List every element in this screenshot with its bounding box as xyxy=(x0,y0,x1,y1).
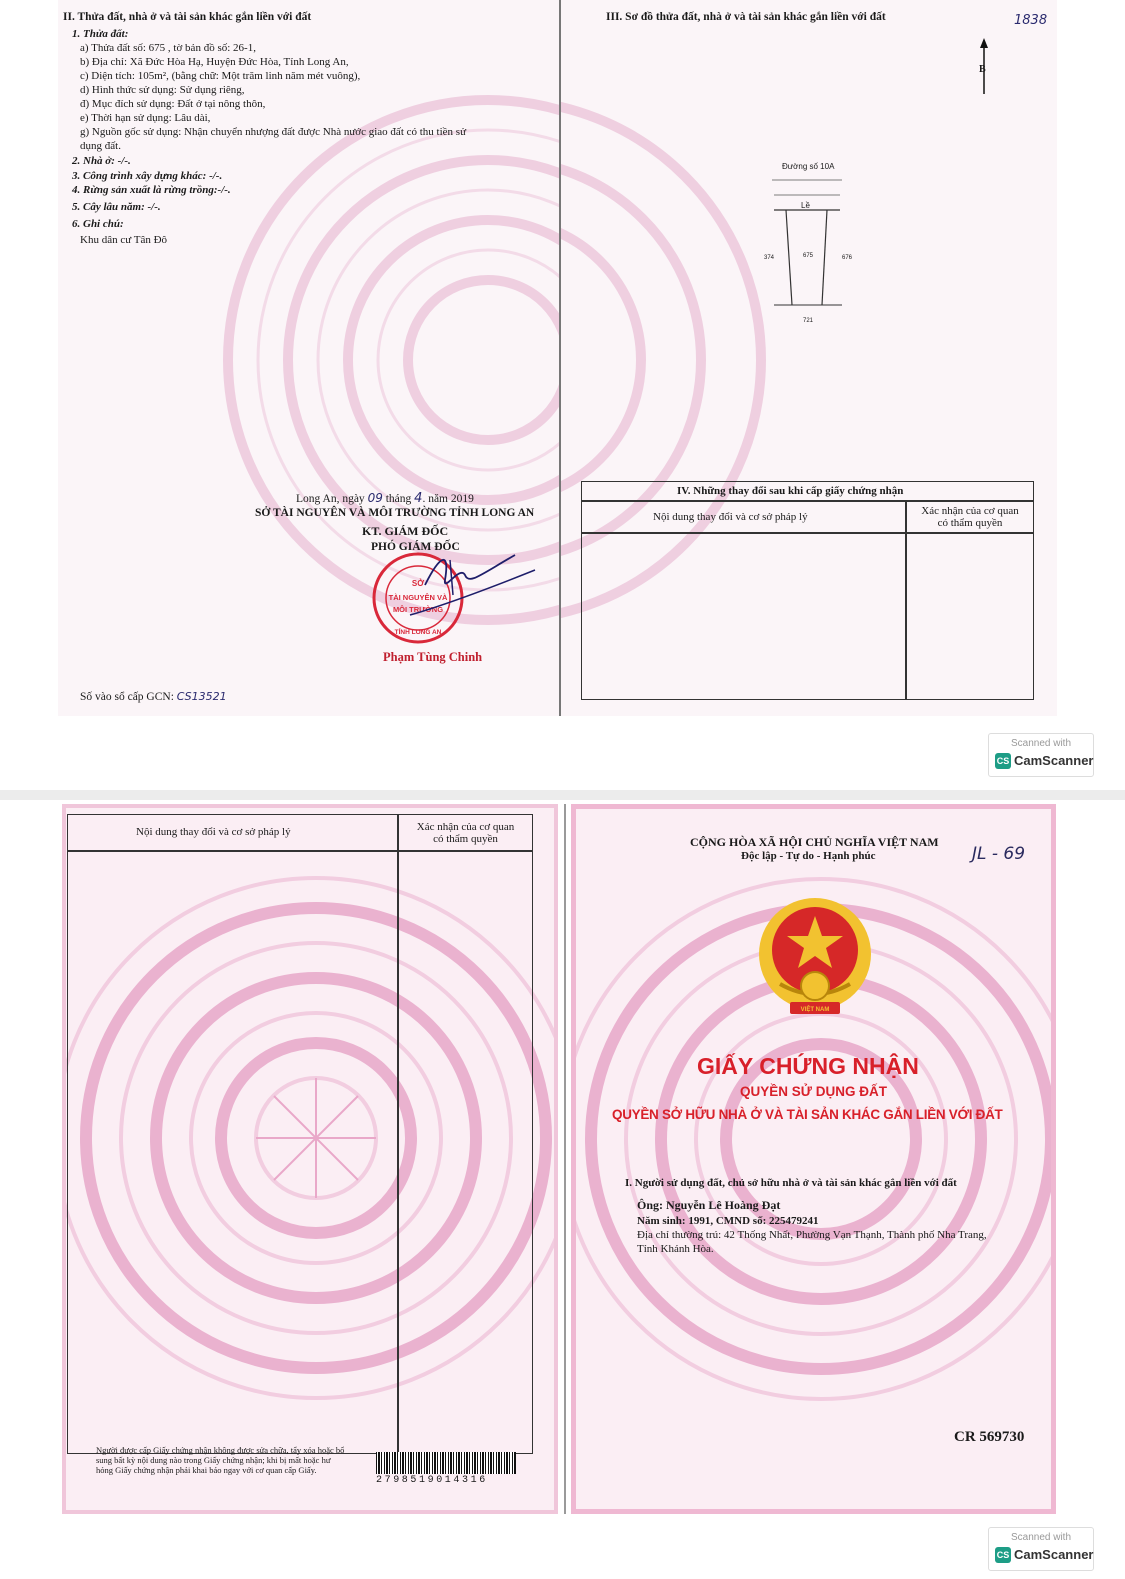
warning-line: hỏng Giấy chứng nhận phải khai báo ngay với cơ quan cấp Giấy. xyxy=(96,1465,317,1475)
item-line: 4. Rừng sản xuất là rừng trồng:-/-. xyxy=(72,184,231,196)
owner-address-line2: Tỉnh Khánh Hòa. xyxy=(637,1243,714,1255)
warning-line: sung bất kỳ nội dung nào trong Giấy chứng nhận; khi bị mất hoặc hư xyxy=(96,1455,331,1465)
certificate-title: GIẤY CHỨNG NHẬN xyxy=(697,1053,919,1079)
owner-name: Ông: Nguyễn Lê Hoàng Đạt xyxy=(637,1198,781,1212)
camscanner-name: CamScanner xyxy=(1014,1547,1094,1562)
table-divider xyxy=(67,850,533,852)
page-spine xyxy=(564,804,566,1514)
date-year: . năm 2019 xyxy=(422,493,474,505)
warning-text xyxy=(96,1445,344,1475)
changes-title: IV. Những thay đổi sau khi cấp giấy chứng nhận xyxy=(677,485,904,497)
owner-address-line1: Địa chỉ thường trú: 42 Thống Nhất, Phường Vạn Thạnh, Thành phố Nha Trang, xyxy=(637,1229,987,1241)
land-line: đ) Mục đích sử dụng: Đất ở tại nông thôn, xyxy=(80,98,266,110)
country-name: CỘNG HÒA XÃ HỘI CHỦ NGHĨA VIỆT NAM xyxy=(690,835,939,849)
camscanner-logo-icon: CS xyxy=(995,753,1011,769)
date-month-word: tháng xyxy=(385,493,412,505)
parcel-diagram xyxy=(772,175,852,325)
parcel-label: 374 xyxy=(764,255,775,261)
date-day: 09 xyxy=(367,491,383,505)
register-line xyxy=(80,690,227,704)
camscanner-badge xyxy=(988,1527,1094,1571)
svg-text:TÀI NGUYÊN VÀ: TÀI NGUYÊN VÀ xyxy=(388,593,448,602)
col-content-header: Nội dung thay đổi và cơ sở pháp lý xyxy=(136,826,291,838)
item-line: 5. Cây lâu năm: -/-. xyxy=(72,201,161,213)
diagram-section-title: III. Sơ đồ thửa đất, nhà ở và tài sản khác gắn liền với đất xyxy=(606,11,886,23)
table-divider xyxy=(397,814,399,1454)
parcel-label: 675 xyxy=(803,253,814,259)
certificate-subtitle-2: QUYỀN SỞ HỮU NHÀ Ở VÀ TÀI SẢN KHÁC GẮN LIỀN VỚI ĐẤT xyxy=(612,1107,1003,1122)
col-confirm-header xyxy=(398,821,533,845)
authority-name: SỞ TÀI NGUYÊN VÀ MÔI TRƯỜNG TỈNH LONG AN xyxy=(255,507,535,519)
col-confirm-line2: có thẩm quyền xyxy=(937,517,1003,529)
land-line: a) Thửa đất số: 675 , tờ bản đồ số: 26-1, xyxy=(80,42,256,54)
handwritten-code: JL - 69 xyxy=(972,844,1026,864)
date-month: 4 xyxy=(414,491,423,506)
svg-text:SỞ: SỞ xyxy=(411,579,425,588)
table-divider xyxy=(905,500,907,700)
land-line: d) Hình thức sử dụng: Sử dụng riêng, xyxy=(80,84,245,96)
kt-title: KT. GIÁM ĐỐC xyxy=(362,524,449,538)
warning-line: Người được cấp Giấy chứng nhận không được sửa chữa, tẩy xóa hoặc bổ xyxy=(96,1445,345,1455)
scanned-with-text: Scanned with xyxy=(1010,738,1072,749)
col-confirm-line1: Xác nhận của cơ quan xyxy=(416,821,515,833)
col-confirm-line1: Xác nhận của cơ quan xyxy=(921,505,1019,517)
handwritten-number: 1838 xyxy=(1014,13,1048,28)
land-line: g) Nguồn gốc sử dụng: Nhận chuyển nhượng đất được Nhà nước giao đất có thu tiền sử xyxy=(80,126,467,138)
camscanner-name: CamScanner xyxy=(1014,753,1094,768)
national-motto: Độc lập - Tự do - Hạnh phúc xyxy=(741,850,876,862)
item-line: 3. Công trình xây dựng khác: -/-. xyxy=(72,170,223,182)
north-label: B xyxy=(979,64,986,75)
owner-section-title: I. Người sử dụng đất, chủ sở hữu nhà ở và tài sản khác gắn liền với đất xyxy=(625,1177,957,1189)
land-title: 1. Thửa đất: xyxy=(72,28,129,40)
curb-label: Lề xyxy=(801,201,810,210)
svg-text:VIỆT NAM: VIỆT NAM xyxy=(800,1007,830,1013)
issue-date xyxy=(296,491,474,506)
changes-table-continued xyxy=(67,814,533,1454)
serial-number: CR 569730 xyxy=(954,1429,1025,1445)
certificate-subtitle-1: QUYỀN SỬ DỤNG ĐẤT xyxy=(740,1084,887,1099)
svg-text:TỈNH LONG AN: TỈNH LONG AN xyxy=(394,629,442,636)
col-confirm-line2: có thẩm quyền xyxy=(433,833,498,845)
col-content-header: Nội dung thay đổi và cơ sở pháp lý xyxy=(653,511,808,523)
national-emblem-icon xyxy=(750,894,880,1024)
table-divider xyxy=(581,500,1034,502)
table-divider xyxy=(581,532,1034,534)
svg-text:MÔI TRƯỜNG: MÔI TRƯỜNG xyxy=(392,605,444,614)
signer-name: Phạm Tùng Chinh xyxy=(383,650,483,664)
parcel-label: 721 xyxy=(803,318,814,324)
item-line: 6. Ghi chú: xyxy=(72,218,124,230)
parcel-label: 676 xyxy=(842,255,853,261)
land-line: c) Diện tích: 105m², (bằng chữ: Một trăm linh năm mét vuông), xyxy=(80,70,361,82)
date-prefix: Long An, ngày xyxy=(296,493,365,505)
owner-birth: Năm sinh: 1991, CMND số: 225479241 xyxy=(637,1215,819,1227)
land-line: dụng đất. xyxy=(80,140,121,152)
street-label: Đường số 10A xyxy=(782,162,835,171)
item-line: 2. Nhà ở: -/-. xyxy=(72,155,131,167)
camscanner-badge xyxy=(988,733,1094,777)
section-title: II. Thửa đất, nhà ở và tài sản khác gắn liền với đất xyxy=(63,11,312,23)
col-confirm-header xyxy=(907,505,1033,529)
camscanner-logo-icon: CS xyxy=(995,1547,1011,1563)
register-value: CS13521 xyxy=(176,690,227,703)
barcode xyxy=(376,1452,516,1474)
signature xyxy=(405,545,555,625)
deputy-title: PHÓ GIÁM ĐỐC xyxy=(371,541,460,553)
scanned-with-text: Scanned with xyxy=(1010,1532,1072,1543)
note-text: Khu dân cư Tân Đô xyxy=(80,234,168,246)
barcode-number: 2798519014316 xyxy=(376,1475,488,1486)
bottom-scan xyxy=(0,800,1125,1579)
land-line: b) Địa chỉ: Xã Đức Hòa Hạ, Huyện Đức Hòa, Tỉnh Long An, xyxy=(80,56,349,68)
land-line: e) Thời hạn sử dụng: Lâu dài, xyxy=(80,112,211,124)
register-label: Số vào sổ cấp GCN: xyxy=(80,691,174,703)
